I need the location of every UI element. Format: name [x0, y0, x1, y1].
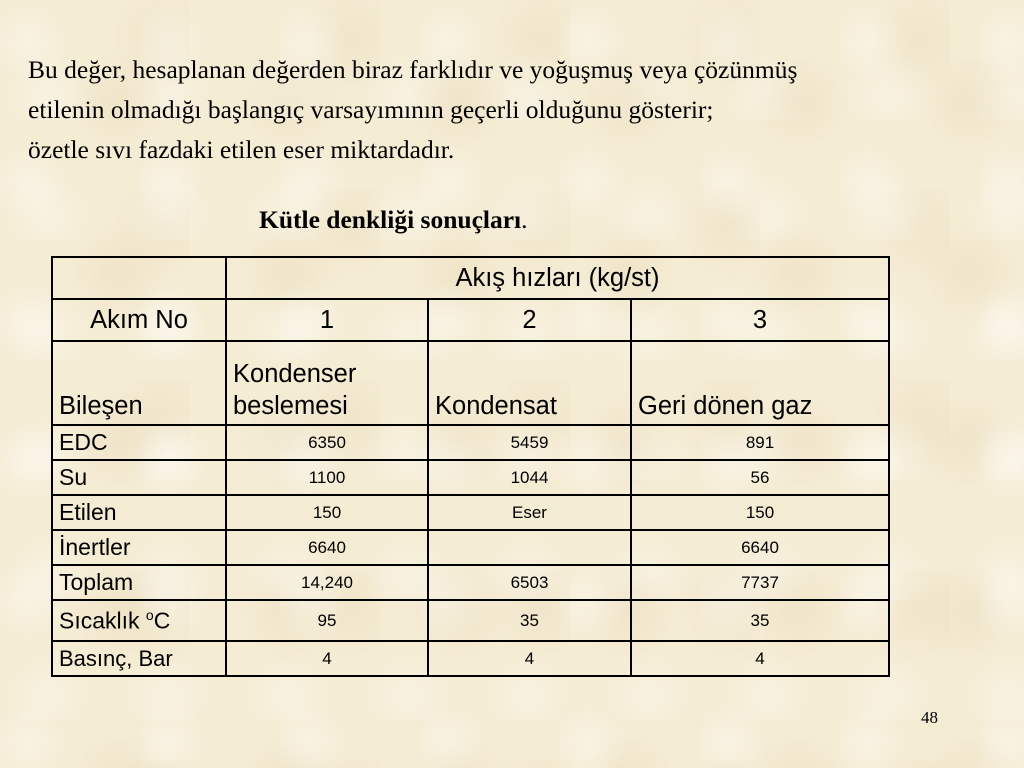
table-cell — [428, 530, 631, 565]
table-cell: 4 — [631, 641, 889, 676]
table-title-text: Kütle denkliği sonuçları — [259, 205, 522, 234]
empty-header-cell — [52, 257, 226, 299]
table-cell: 35 — [428, 600, 631, 641]
row-label-text: Sıcaklık — [59, 607, 140, 634]
row-label: Su — [52, 460, 226, 495]
row-label: Toplam — [52, 565, 226, 600]
stream-number-cell: 1 — [226, 299, 428, 341]
component-label: Bileşen — [52, 341, 226, 425]
mass-balance-table — [51, 256, 890, 677]
table-cell: 150 — [631, 495, 889, 530]
page-number: 48 — [921, 708, 938, 727]
flow-rates-header: Akış hızları (kg/st) — [226, 257, 889, 299]
stream-name-row — [52, 341, 889, 425]
table-title — [259, 205, 528, 235]
stream-name-cell: Kondenser beslemesi — [226, 341, 428, 425]
stream-number-label: Akım No — [52, 299, 226, 341]
degree-superscript: o — [145, 606, 154, 623]
table-cell: 4 — [428, 641, 631, 676]
table-cell: 14,240 — [226, 565, 428, 600]
table-row — [52, 641, 889, 676]
table-cell: 6640 — [631, 530, 889, 565]
table-cell: 56 — [631, 460, 889, 495]
stream-name-cell: Geri dönen gaz — [631, 341, 889, 425]
table-row — [52, 565, 889, 600]
table-cell: 5459 — [428, 425, 631, 460]
row-label: Etilen — [52, 495, 226, 530]
table-row — [52, 460, 889, 495]
row-label: EDC — [52, 425, 226, 460]
row-label — [52, 600, 226, 641]
intro-line: etilenin olmadığı başlangıç varsayımının geçerli olduğunu gösterir; — [28, 95, 714, 124]
table-row — [52, 425, 889, 460]
table-row — [52, 600, 889, 641]
intro-line: özetle sıvı fazdaki etilen eser miktardadır. — [28, 135, 455, 164]
stream-number-row — [52, 299, 889, 341]
table-cell: 6503 — [428, 565, 631, 600]
row-label: İnertler — [52, 530, 226, 565]
table-cell: 7737 — [631, 565, 889, 600]
table-cell: 150 — [226, 495, 428, 530]
table-cell: 4 — [226, 641, 428, 676]
table-cell: 1044 — [428, 460, 631, 495]
row-label-unit: C — [153, 607, 171, 634]
table-cell: 95 — [226, 600, 428, 641]
table-cell: Eser — [428, 495, 631, 530]
intro-line: Bu değer, hesaplanan değerden biraz farklıdır ve yoğuşmuş veya çözünmüş — [28, 55, 798, 84]
stream-name-cell: Kondensat — [428, 341, 631, 425]
table-cell: 1100 — [226, 460, 428, 495]
table-cell: 6640 — [226, 530, 428, 565]
table-title-period: . — [521, 205, 528, 234]
intro-paragraph — [28, 50, 1024, 170]
table-cell: 35 — [631, 600, 889, 641]
table-row — [52, 530, 889, 565]
table-row — [52, 495, 889, 530]
stream-number-cell: 2 — [428, 299, 631, 341]
table-cell: 891 — [631, 425, 889, 460]
table-header-row — [52, 257, 889, 299]
table-cell: 6350 — [226, 425, 428, 460]
row-label: Basınç, Bar — [52, 641, 226, 676]
stream-number-cell: 3 — [631, 299, 889, 341]
